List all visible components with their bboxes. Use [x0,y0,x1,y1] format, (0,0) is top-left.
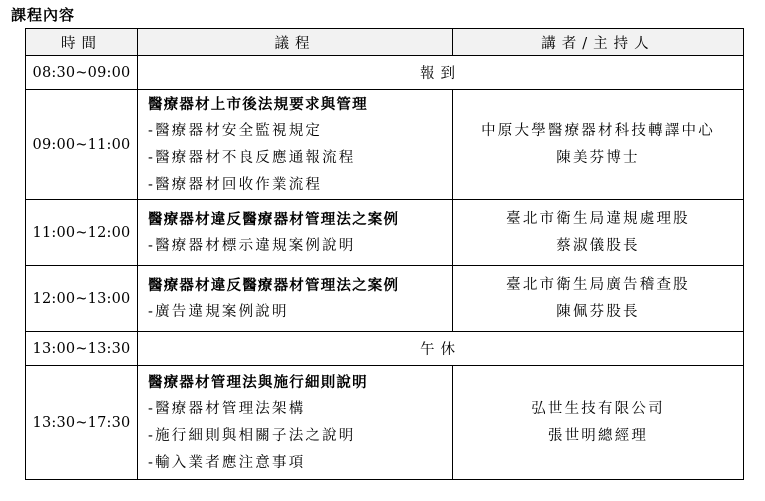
time-cell: 12:00~13:00 [26,266,138,332]
agenda-title: 醫療器材上市後法規要求與管理 [148,95,368,113]
speaker-cell [453,90,744,200]
speaker-org: 臺北市衛生局廣告稽查股 [506,276,690,293]
agenda-title: 醫療器材違反醫療器材管理法之案例 [148,210,400,228]
time-cell: 09:00~11:00 [26,90,138,200]
time-cell: 13:30~17:30 [26,366,138,480]
schedule-table [25,28,744,480]
speaker-name: 蔡淑儀股長 [556,237,640,254]
table-row [26,266,744,332]
table-row [26,332,744,366]
speaker-org: 中原大學醫療器材科技轉譯中心 [481,122,715,139]
table-row [26,366,744,480]
speaker-name: 張世明總經理 [547,427,649,444]
agenda-cell [138,90,453,200]
table-row [26,56,744,90]
speaker-org: 弘世生技有限公司 [531,400,665,417]
agenda-cell [138,366,453,480]
agenda-item: -醫療器材安全監視規定 [148,122,323,139]
speaker-org: 臺北市衛生局違規處理股 [506,210,690,227]
agenda-title: 醫療器材違反醫療器材管理法之案例 [148,276,400,294]
table-row [26,200,744,266]
agenda-title: 醫療器材管理法與施行細則說明 [148,373,368,391]
header-row [26,29,744,56]
speaker-name: 陳佩芬股長 [556,303,640,320]
agenda-item: -醫療器材管理法架構 [148,400,306,417]
agenda-item: -醫療器材回收作業流程 [148,176,323,193]
checkin-cell: 報到 [138,56,744,90]
header-time: 時間 [26,29,138,56]
speaker-cell [453,200,744,266]
speaker-cell [453,366,744,480]
agenda-item: -輸入業者應注意事項 [148,454,306,471]
page-heading: 課程內容 [11,6,76,24]
table-row [26,90,744,200]
agenda-item: -醫療器材標示違規案例說明 [148,237,356,254]
time-cell: 13:00~13:30 [26,332,138,366]
header-agenda: 議程 [138,29,453,56]
speaker-name: 陳美芬博士 [556,149,640,166]
agenda-item: -施行細則與相關子法之說明 [148,427,356,444]
time-cell: 11:00~12:00 [26,200,138,266]
agenda-item: -廣告違規案例說明 [148,303,289,320]
agenda-item: -醫療器材不良反應通報流程 [148,149,356,166]
agenda-cell [138,266,453,332]
speaker-cell [453,266,744,332]
header-speaker: 講者/主持人 [453,29,744,56]
time-cell: 08:30~09:00 [26,56,138,90]
lunch-cell: 午休 [138,332,744,366]
agenda-cell [138,200,453,266]
